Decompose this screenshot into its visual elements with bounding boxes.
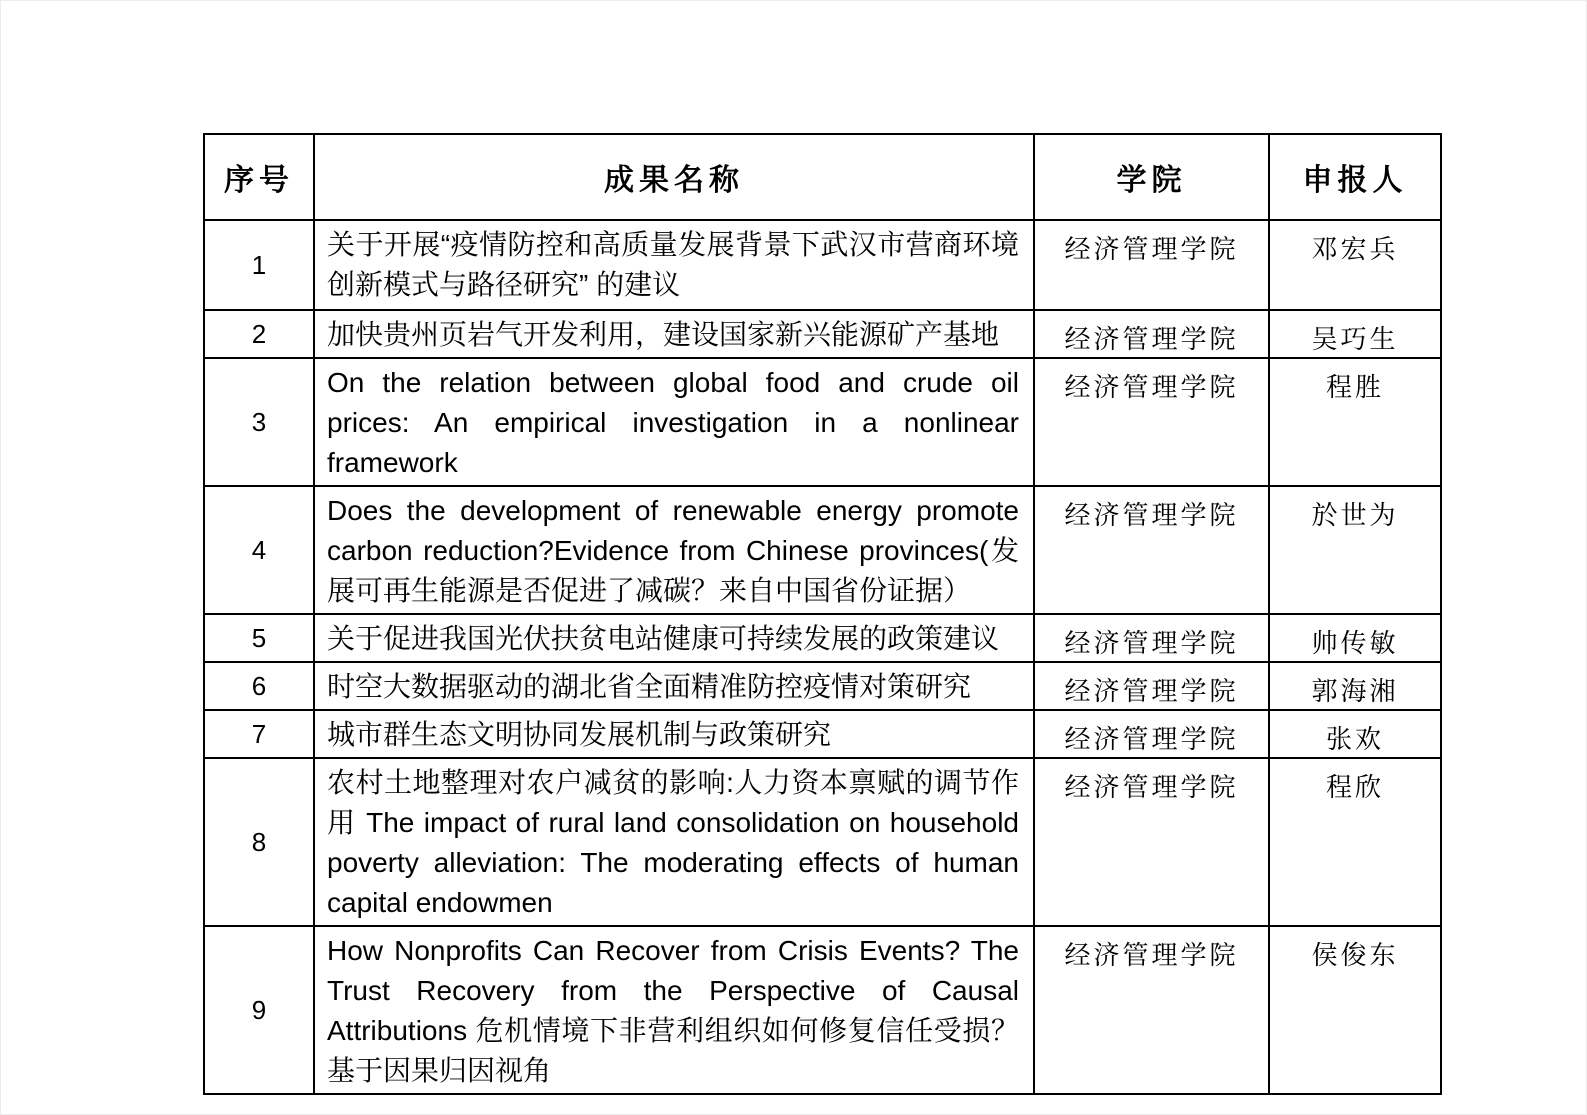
cell-applicant: 邓宏兵 bbox=[1269, 220, 1441, 310]
cell-title: 关于促进我国光伏扶贫电站健康可持续发展的政策建议 bbox=[314, 614, 1034, 662]
cell-title: 加快贵州页岩气开发利用，建设国家新兴能源矿产基地 bbox=[314, 310, 1034, 358]
column-header-index: 序号 bbox=[204, 134, 314, 220]
table-row bbox=[204, 926, 1441, 1094]
cell-index: 8 bbox=[204, 758, 314, 926]
cell-title: 时空大数据驱动的湖北省全面精准防控疫情对策研究 bbox=[314, 662, 1034, 710]
column-header-applicant: 申报人 bbox=[1269, 134, 1441, 220]
cell-applicant: 吴巧生 bbox=[1269, 310, 1441, 358]
cell-college: 经济管理学院 bbox=[1034, 220, 1269, 310]
column-header-college: 学院 bbox=[1034, 134, 1269, 220]
cell-college: 经济管理学院 bbox=[1034, 710, 1269, 758]
table-row bbox=[204, 662, 1441, 710]
cell-applicant: 程胜 bbox=[1269, 358, 1441, 486]
cell-applicant: 侯俊东 bbox=[1269, 926, 1441, 1094]
results-table bbox=[203, 133, 1442, 1095]
cell-college: 经济管理学院 bbox=[1034, 926, 1269, 1094]
cell-college: 经济管理学院 bbox=[1034, 614, 1269, 662]
cell-college: 经济管理学院 bbox=[1034, 486, 1269, 614]
table-header-row bbox=[204, 134, 1441, 220]
cell-applicant: 张欢 bbox=[1269, 710, 1441, 758]
table-row bbox=[204, 614, 1441, 662]
cell-title: How Nonprofits Can Recover from Crisis Events? The Trust Recovery from the Perspective of Causal Attributions 危机情境下非营利组织如何修复信任受损？基于因果归因视角 bbox=[314, 926, 1034, 1094]
cell-applicant: 程欣 bbox=[1269, 758, 1441, 926]
cell-applicant: 郭海湘 bbox=[1269, 662, 1441, 710]
column-header-title: 成果名称 bbox=[314, 134, 1034, 220]
table-row bbox=[204, 310, 1441, 358]
cell-title: 关于开展“疫情防控和高质量发展背景下武汉市营商环境创新模式与路径研究” 的建议 bbox=[314, 220, 1034, 310]
cell-college: 经济管理学院 bbox=[1034, 310, 1269, 358]
cell-index: 4 bbox=[204, 486, 314, 614]
cell-title: On the relation between global food and crude oil prices: An empirical investigation in a nonlinear framework bbox=[314, 358, 1034, 486]
cell-index: 9 bbox=[204, 926, 314, 1094]
cell-index: 5 bbox=[204, 614, 314, 662]
cell-title: Does the development of renewable energy promote carbon reduction?Evidence from Chinese provinces(发展可再生能源是否促进了减碳？来自中国省份证据） bbox=[314, 486, 1034, 614]
table-row bbox=[204, 220, 1441, 310]
cell-college: 经济管理学院 bbox=[1034, 662, 1269, 710]
cell-title: 农村土地整理对农户减贫的影响:人力资本禀赋的调节作用 The impact of rural land consolidation on household poverty alleviation: The moderating effects of human capital endowmen bbox=[314, 758, 1034, 926]
cell-title: 城市群生态文明协同发展机制与政策研究 bbox=[314, 710, 1034, 758]
cell-applicant: 於世为 bbox=[1269, 486, 1441, 614]
cell-index: 1 bbox=[204, 220, 314, 310]
cell-college: 经济管理学院 bbox=[1034, 758, 1269, 926]
cell-applicant: 帅传敏 bbox=[1269, 614, 1441, 662]
table-row bbox=[204, 710, 1441, 758]
table-row bbox=[204, 486, 1441, 614]
cell-index: 2 bbox=[204, 310, 314, 358]
cell-index: 3 bbox=[204, 358, 314, 486]
cell-index: 6 bbox=[204, 662, 314, 710]
table-row bbox=[204, 358, 1441, 486]
cell-college: 经济管理学院 bbox=[1034, 358, 1269, 486]
cell-index: 7 bbox=[204, 710, 314, 758]
table-row bbox=[204, 758, 1441, 926]
